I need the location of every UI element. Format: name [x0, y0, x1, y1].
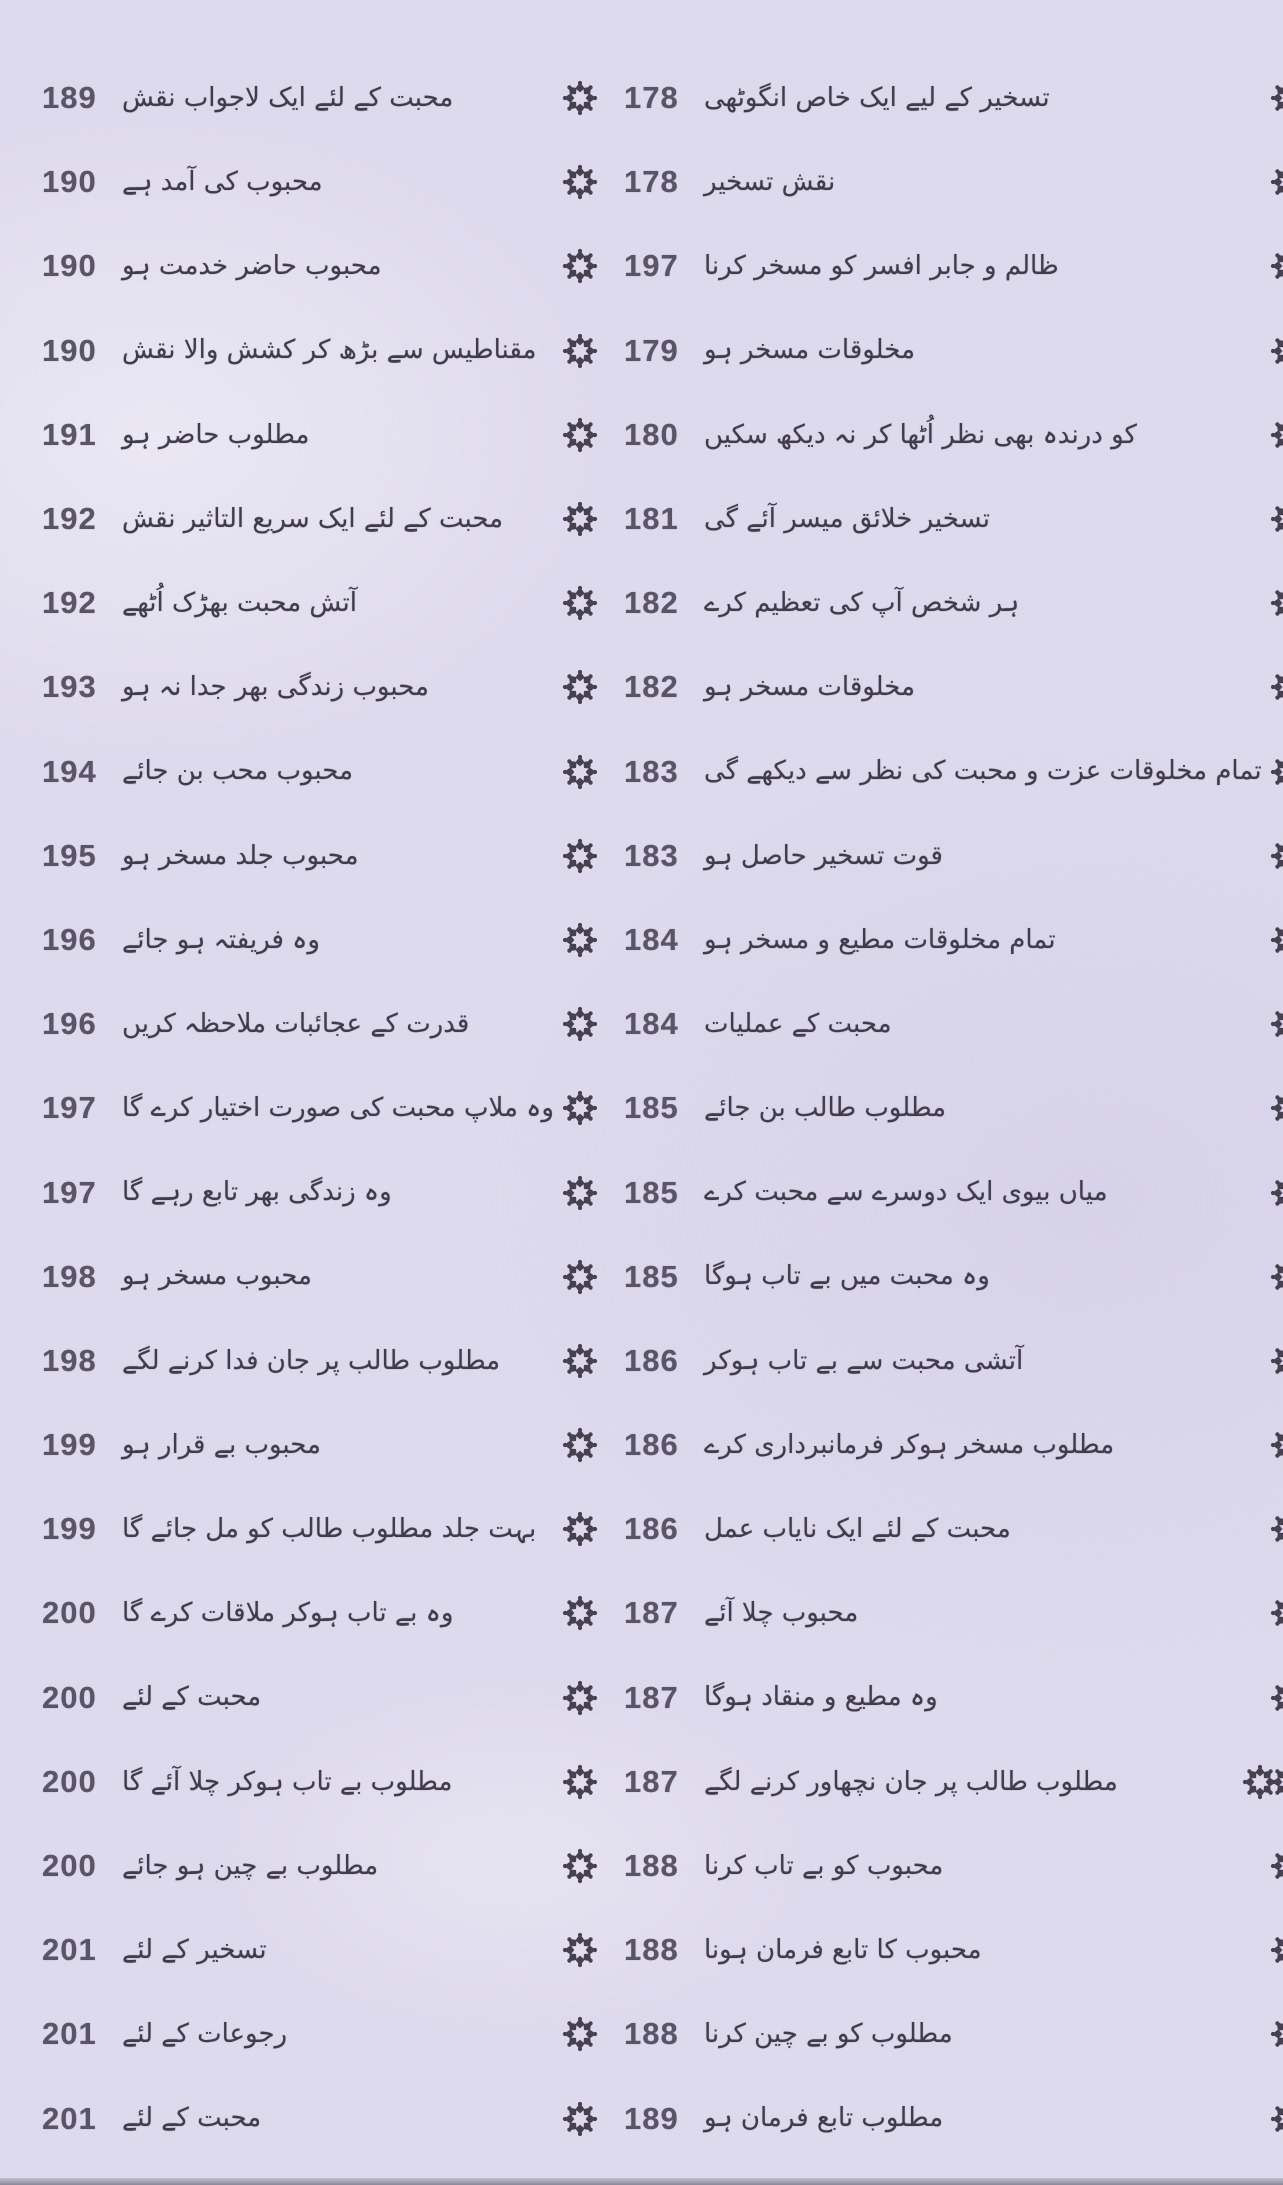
page-number: 198	[42, 1342, 97, 1378]
entry-title: محبت کے لئے ایک نایاب عمل	[703, 1514, 1011, 1545]
star-ornament-icon	[562, 1090, 598, 1126]
page-number: 187	[623, 1595, 679, 1631]
page-number: 197	[623, 248, 679, 284]
toc-entry	[624, 1908, 1283, 1992]
entry-ornaments	[560, 164, 598, 200]
entry-title: مطلوب کو بے چین کرنا	[703, 2019, 953, 2050]
star-ornament-icon	[1270, 1680, 1283, 1716]
page-number: 192	[42, 585, 97, 621]
star-ornament-icon	[1270, 1006, 1283, 1042]
toc-entry	[42, 898, 598, 982]
toc-entry	[42, 1824, 598, 1908]
entry-title: محبوب حاضر خدمت ہو	[122, 251, 382, 282]
toc-entry	[624, 1992, 1283, 2076]
entry-title: محبت کے لئے	[122, 2103, 262, 2134]
entry-title: محبوب کا تابع فرمان ہونا	[703, 1934, 982, 1965]
star-ornament-icon	[1270, 2016, 1283, 2052]
page-number: 182	[623, 669, 679, 705]
entry-title: تمام مخلوقات عزت و محبت کی نظر سے دیکھے گی	[703, 756, 1262, 787]
star-ornament-icon	[1270, 2101, 1283, 2137]
star-ornament-icon	[562, 1343, 598, 1379]
star-ornament-icon	[562, 248, 598, 284]
entry-ornaments	[560, 501, 598, 537]
toc-column-left	[42, 56, 598, 2185]
toc-entry	[624, 2077, 1283, 2161]
toc-entry	[42, 309, 598, 393]
toc-entry	[624, 309, 1283, 393]
toc-entry	[624, 1319, 1283, 1403]
star-ornament-icon	[1270, 1090, 1283, 1126]
star-ornament-icon	[1270, 585, 1283, 621]
entry-ornaments	[560, 1680, 598, 1716]
entry-ornaments	[1268, 1595, 1283, 1631]
page-number: 197	[42, 1174, 97, 1210]
entry-ornaments	[1268, 1511, 1283, 1547]
entry-ornaments	[1268, 417, 1283, 453]
toc-entry	[624, 1824, 1283, 1908]
entry-ornaments	[1268, 1680, 1283, 1716]
star-ornament-icon	[1270, 754, 1283, 790]
toc-entry	[624, 56, 1283, 140]
star-ornament-icon	[562, 1848, 598, 1884]
entry-title: وہ محبت میں بے تاب ہوگا	[703, 1261, 990, 1292]
entry-ornaments	[1268, 248, 1283, 284]
entry-ornaments	[1268, 922, 1283, 958]
toc-entry	[42, 730, 598, 814]
star-ornament-icon	[1270, 80, 1283, 116]
entry-ornaments	[1268, 333, 1283, 369]
page-number: 189	[623, 2100, 679, 2136]
entry-ornaments	[560, 1427, 598, 1463]
toc-entry	[42, 1235, 598, 1319]
toc-entry	[42, 2077, 598, 2161]
entry-title: محبوب جلد مسخر ہو	[122, 840, 359, 871]
toc-entry	[624, 1571, 1283, 1655]
toc-entry	[42, 982, 598, 1066]
entry-ornaments	[1268, 1175, 1283, 1211]
entry-ornaments	[560, 1932, 598, 1968]
toc-entry	[42, 1740, 598, 1824]
toc-entry	[42, 1992, 598, 2076]
page-number: 188	[623, 2016, 679, 2052]
toc-entry	[624, 645, 1283, 729]
page-number: 196	[42, 1006, 97, 1042]
entry-ornaments	[1240, 1764, 1283, 1800]
page-number: 183	[623, 753, 679, 789]
entry-title: محبوب کی آمد ہے	[122, 167, 323, 198]
entry-ornaments	[560, 838, 598, 874]
toc-entry	[624, 898, 1283, 982]
page-number: 181	[623, 501, 679, 537]
entry-title: قدرت کے عجائبات ملاحظہ کریں	[122, 1008, 470, 1039]
star-ornament-icon	[1270, 1175, 1283, 1211]
page-number: 198	[42, 1258, 97, 1294]
star-ornament-icon	[562, 838, 598, 874]
entry-title: مطلوب حاضر ہو	[122, 419, 310, 450]
page-number: 193	[42, 669, 97, 705]
star-ornament-icon	[562, 669, 598, 705]
toc-entry	[624, 730, 1283, 814]
page-number: 189	[42, 80, 97, 116]
toc-entry	[624, 140, 1283, 224]
toc-entry	[42, 561, 598, 645]
page-number: 184	[623, 1006, 679, 1042]
star-ornament-icon	[1270, 838, 1283, 874]
entry-title: آتش محبت بھڑک اُٹھے	[122, 587, 358, 618]
entry-title: وہ مطیع و منقاد ہوگا	[703, 1682, 938, 1713]
star-ornament-icon	[1270, 1343, 1283, 1379]
page-number: 185	[623, 1090, 679, 1126]
star-ornament-icon	[1270, 1259, 1283, 1295]
entry-ornaments	[1268, 1932, 1283, 1968]
entry-title: مطلوب طالب پر جان فدا کرنے لگے	[122, 1345, 501, 1376]
entry-title: رجوعات کے لئے	[122, 2019, 288, 2050]
entry-title: قوت تسخیر حاصل ہو	[703, 840, 943, 871]
entry-title: محبوب محب بن جائے	[122, 756, 353, 787]
star-ornament-icon	[562, 922, 598, 958]
page-number: 178	[623, 80, 679, 116]
star-ornament-icon	[562, 333, 598, 369]
star-ornament-icon	[1270, 1848, 1283, 1884]
page-number: 190	[42, 164, 97, 200]
entry-title: محبوب کو بے تاب کرنا	[703, 1850, 944, 1881]
star-ornament-icon	[562, 1932, 598, 1968]
star-ornament-icon	[562, 2016, 598, 2052]
entry-title: محبت کے لئے	[122, 1682, 262, 1713]
star-ornament-icon	[562, 501, 598, 537]
toc-entry	[624, 1403, 1283, 1487]
page-number: 187	[623, 1679, 679, 1715]
star-ornament-icon	[562, 1511, 598, 1547]
toc-entry	[42, 814, 598, 898]
entry-ornaments	[1268, 1090, 1283, 1126]
entry-ornaments	[1268, 1427, 1283, 1463]
entry-title: بہت جلد مطلوب طالب کو مل جائے گا	[122, 1514, 537, 1545]
entry-ornaments	[560, 1175, 598, 1211]
toc-entry	[624, 1150, 1283, 1234]
toc-entry	[42, 56, 598, 140]
entry-title: تسخیر کے لیے ایک خاص انگوٹھی	[703, 82, 1050, 113]
entry-title: محبت کے لئے ایک سریع التاثیر نقش	[122, 503, 504, 534]
entry-title: ظالم و جابر افسر کو مسخر کرنا	[703, 251, 1059, 282]
entry-ornaments	[560, 1259, 598, 1295]
page-number: 192	[42, 501, 97, 537]
entry-title: مطلوب طالب پر جان نچھاور کرنے لگے	[703, 1766, 1118, 1797]
entry-ornaments	[560, 1595, 598, 1631]
entry-title: مطلوب طالب بن جائے	[703, 1093, 947, 1124]
star-ornament-icon	[562, 164, 598, 200]
entry-title: مقناطیس سے بڑھ کر کشش والا نقش	[122, 335, 537, 366]
toc-entry	[624, 1066, 1283, 1150]
entry-ornaments	[1268, 164, 1283, 200]
page-number: 186	[623, 1511, 679, 1547]
page-number: 200	[42, 1679, 97, 1715]
entry-title: وہ فریفتہ ہو جائے	[122, 924, 320, 955]
star-ornament-icon	[1270, 1764, 1283, 1800]
star-ornament-icon	[1270, 1511, 1283, 1547]
star-ornament-icon	[1270, 1932, 1283, 1968]
toc-entry	[42, 1487, 598, 1571]
page-number: 200	[42, 1848, 97, 1884]
star-ornament-icon	[562, 80, 598, 116]
star-ornament-icon	[562, 1259, 598, 1295]
entry-ornaments	[560, 333, 598, 369]
entry-title: مطلوب بے تاب ہوکر چلا آئے گا	[122, 1766, 453, 1797]
star-ornament-icon	[562, 2101, 598, 2137]
page-number: 199	[42, 1511, 97, 1547]
toc-entry	[42, 1319, 598, 1403]
entry-title: میاں بیوی ایک دوسرے سے محبت کرے	[703, 1177, 1108, 1208]
star-ornament-icon	[562, 754, 598, 790]
entry-ornaments	[1268, 669, 1283, 705]
star-ornament-icon	[1270, 164, 1283, 200]
star-ornament-icon	[562, 1427, 598, 1463]
entry-ornaments	[560, 1511, 598, 1547]
entry-title: مخلوقات مسخر ہو	[703, 335, 915, 366]
entry-title: مطلوب تابع فرمان ہو	[703, 2103, 944, 2134]
toc-column-right	[624, 56, 1283, 2185]
entry-title: وہ بے تاب ہوکر ملاقات کرے گا	[122, 1598, 454, 1629]
entry-ornaments	[560, 669, 598, 705]
star-ornament-icon	[1270, 669, 1283, 705]
toc-entry	[42, 1656, 598, 1740]
star-ornament-icon	[562, 1764, 598, 1800]
entry-ornaments	[560, 754, 598, 790]
page-number: 201	[42, 2016, 97, 2052]
star-ornament-icon	[1270, 1595, 1283, 1631]
entry-title: ہر شخص آپ کی تعظیم کرے	[703, 587, 1020, 618]
toc-entry	[624, 1235, 1283, 1319]
toc-entry	[624, 1656, 1283, 1740]
entry-ornaments	[560, 1006, 598, 1042]
page-number: 178	[623, 164, 679, 200]
toc-entry	[624, 982, 1283, 1066]
star-ornament-icon	[1270, 333, 1283, 369]
star-ornament-icon	[562, 1680, 598, 1716]
toc-entry	[624, 1740, 1283, 1824]
page-number: 201	[42, 1932, 97, 1968]
page-number: 182	[623, 585, 679, 621]
entry-title: آتشی محبت سے بے تاب ہوکر	[703, 1345, 1024, 1376]
page-number: 187	[623, 1763, 679, 1799]
entry-ornaments	[560, 1764, 598, 1800]
page-number: 200	[42, 1763, 97, 1799]
page-number: 199	[42, 1427, 97, 1463]
entry-title: نقش تسخیر	[703, 167, 836, 198]
entry-ornaments	[1268, 1343, 1283, 1379]
toc-entry	[624, 393, 1283, 477]
entry-ornaments	[560, 80, 598, 116]
toc-entry	[624, 477, 1283, 561]
entry-title: محبوب زندگی بھر جدا نہ ہو	[122, 672, 429, 703]
entry-title: کو درندہ بھی نظر اُٹھا کر نہ دیکھ سکیں	[703, 419, 1137, 450]
page-number: 190	[42, 332, 97, 368]
page-number: 188	[623, 1848, 679, 1884]
page-number: 185	[623, 1174, 679, 1210]
entry-ornaments	[1268, 2016, 1283, 2052]
entry-ornaments	[560, 585, 598, 621]
toc-entry	[624, 224, 1283, 308]
page-number: 179	[623, 332, 679, 368]
entry-ornaments	[1268, 838, 1283, 874]
entry-title: تسخیر کے لئے	[122, 1934, 267, 1965]
page-number: 183	[623, 837, 679, 873]
entry-title: محبوب چلا آئے	[703, 1598, 859, 1629]
page-number: 186	[623, 1342, 679, 1378]
toc-entry	[624, 814, 1283, 898]
toc-entry	[42, 1908, 598, 1992]
entry-ornaments	[560, 1848, 598, 1884]
toc-entry	[42, 393, 598, 477]
star-ornament-icon	[562, 1175, 598, 1211]
entry-title: محبت کے لئے ایک لاجواب نقش	[122, 82, 454, 113]
entry-ornaments	[560, 1090, 598, 1126]
toc-entry	[624, 561, 1283, 645]
entry-ornaments	[1268, 1006, 1283, 1042]
toc-entry	[42, 224, 598, 308]
page-number: 191	[42, 416, 97, 452]
entry-ornaments	[1268, 585, 1283, 621]
star-ornament-icon	[1270, 922, 1283, 958]
entry-ornaments	[1268, 80, 1283, 116]
toc-entry	[42, 1066, 598, 1150]
page-number: 200	[42, 1595, 97, 1631]
page-number: 186	[623, 1427, 679, 1463]
entry-title: محبوب بے قرار ہو	[122, 1429, 321, 1460]
entry-ornaments	[560, 248, 598, 284]
star-ornament-icon	[1270, 248, 1283, 284]
toc-entry	[42, 1403, 598, 1487]
star-ornament-icon	[1270, 417, 1283, 453]
star-ornament-icon	[562, 585, 598, 621]
toc-entry	[624, 1487, 1283, 1571]
entry-ornaments	[1268, 754, 1283, 790]
entry-title: وہ زندگی بھر تابع رہے گا	[122, 1177, 392, 1208]
toc-entry	[42, 140, 598, 224]
entry-ornaments	[1268, 2101, 1283, 2137]
scan-edge-shadow	[0, 2178, 1283, 2185]
toc-entry	[42, 645, 598, 729]
entry-ornaments	[560, 2101, 598, 2137]
page-number: 185	[623, 1258, 679, 1294]
entry-ornaments	[1268, 1848, 1283, 1884]
star-ornament-icon	[1270, 1427, 1283, 1463]
toc-entry	[42, 477, 598, 561]
entry-ornaments	[1268, 501, 1283, 537]
page-number: 188	[623, 1932, 679, 1968]
page-number: 180	[623, 416, 679, 452]
page-number: 197	[42, 1090, 97, 1126]
star-ornament-icon	[562, 417, 598, 453]
page-number: 196	[42, 921, 97, 957]
entry-ornaments	[560, 2016, 598, 2052]
entry-title: محبت کے عملیات	[703, 1008, 892, 1039]
entry-ornaments	[1268, 1259, 1283, 1295]
star-ornament-icon	[562, 1595, 598, 1631]
page-number: 194	[42, 753, 97, 789]
star-ornament-icon	[562, 1006, 598, 1042]
page-number: 190	[42, 248, 97, 284]
entry-title: تسخیر خلائق میسر آئے گی	[703, 503, 990, 534]
entry-title: مخلوقات مسخر ہو	[703, 672, 915, 703]
entry-ornaments	[560, 417, 598, 453]
entry-title: مطلوب مسخر ہوکر فرمانبرداری کرے	[703, 1429, 1115, 1460]
toc-entry	[42, 1150, 598, 1234]
entry-ornaments	[560, 922, 598, 958]
toc-columns	[42, 56, 1262, 2185]
page-number: 195	[42, 837, 97, 873]
entry-title: تمام مخلوقات مطیع و مسخر ہو	[703, 924, 1056, 955]
toc-entry	[42, 1571, 598, 1655]
page-number: 184	[623, 921, 679, 957]
entry-title: محبوب مسخر ہو	[122, 1261, 312, 1292]
page-number: 201	[42, 2100, 97, 2136]
entry-title: مطلوب بے چین ہو جائے	[122, 1850, 379, 1881]
star-ornament-icon	[1270, 501, 1283, 537]
entry-title: وہ ملاپ محبت کی صورت اختیار کرے گا	[122, 1093, 554, 1124]
entry-ornaments	[560, 1343, 598, 1379]
